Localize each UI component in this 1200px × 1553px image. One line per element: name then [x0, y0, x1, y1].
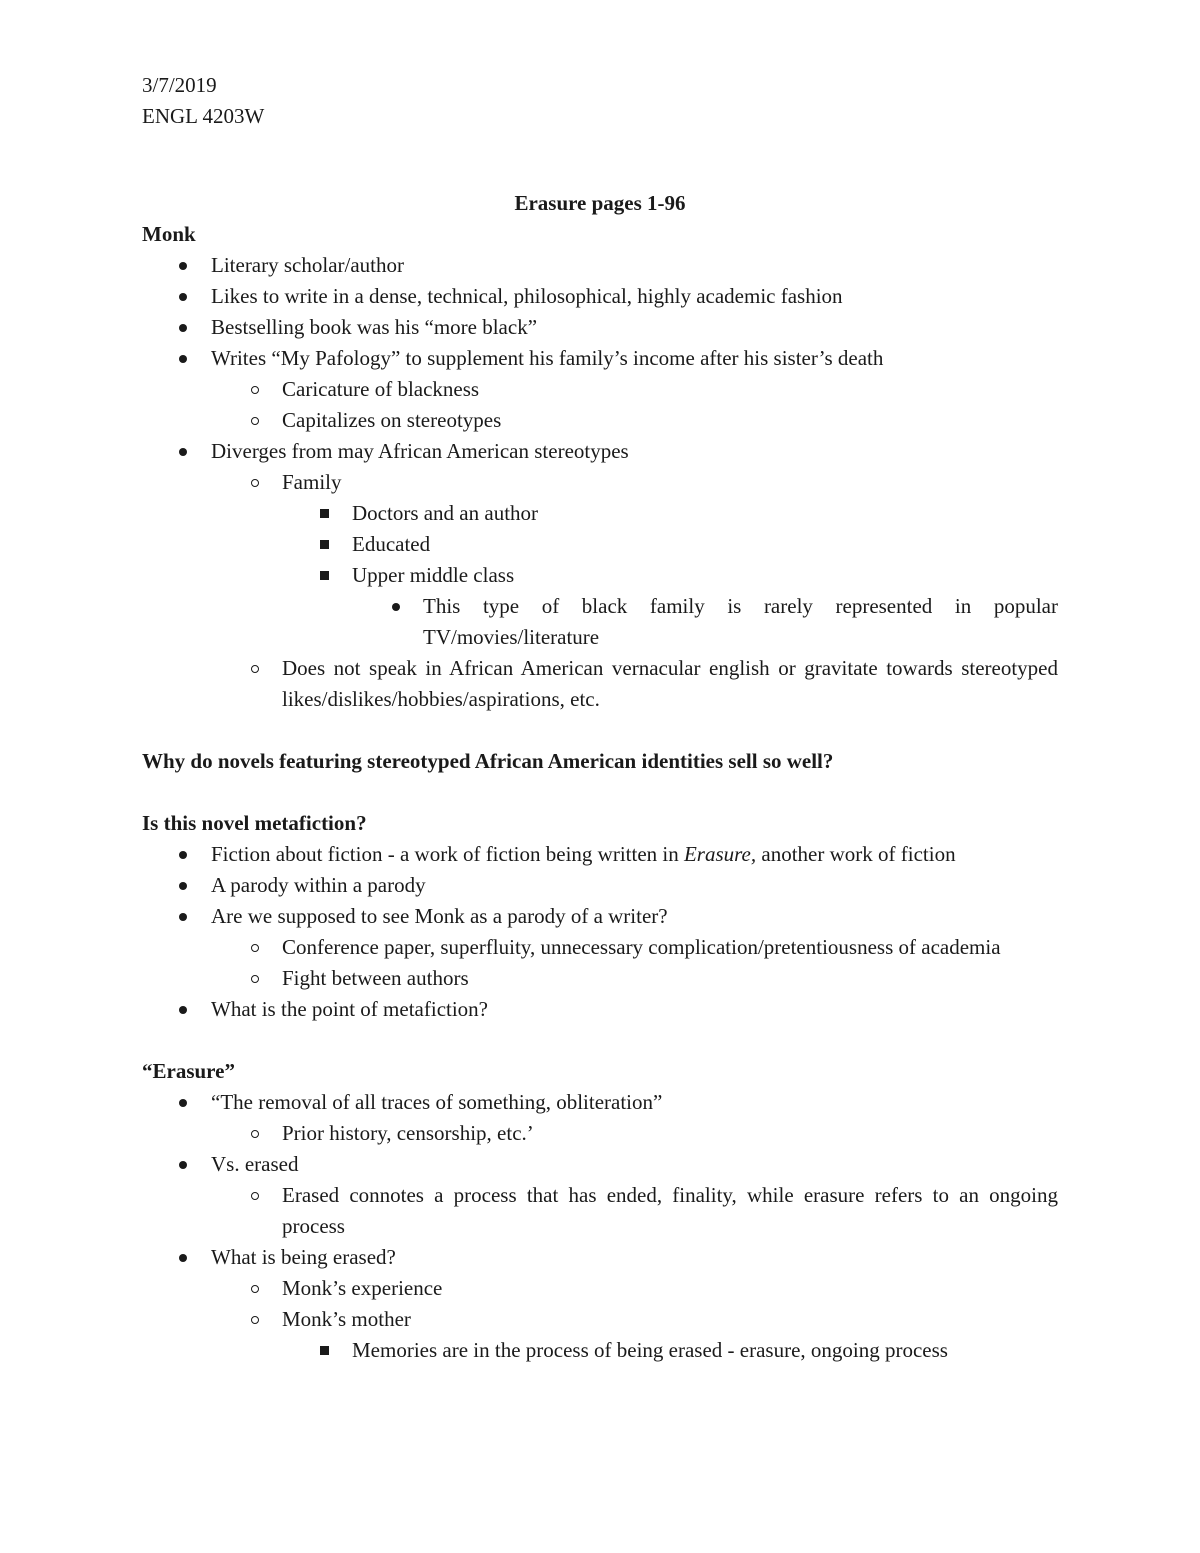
list-item: Erased connotes a process that has ended, finality, while erasure refers to an ongoing process: [142, 1180, 1058, 1242]
bullet-circle-icon: [245, 1273, 265, 1304]
bullet-dot-icon: [173, 250, 193, 281]
bullet-circle-icon: [245, 932, 265, 963]
list-item: Upper middle class: [142, 560, 1058, 591]
list-item: What is the point of metafiction?: [142, 994, 1058, 1025]
list-item: Conference paper, superfluity, unnecessary complication/pretentiousness of academia: [142, 932, 1058, 963]
bullet-dot-icon: [173, 839, 193, 870]
bullet-circle-icon: [245, 467, 265, 498]
bullet-dot-icon: [173, 870, 193, 901]
list-item: Fight between authors: [142, 963, 1058, 994]
date-line: 3/7/2019: [142, 73, 217, 97]
list-item: Prior history, censorship, etc.’: [142, 1118, 1058, 1149]
document-page: [142, 70, 1058, 1366]
bullet-square-icon: [314, 529, 334, 560]
bullet-dot-icon: [173, 1149, 193, 1180]
bullet-square-icon: [314, 1335, 334, 1366]
list-item: Capitalizes on stereotypes: [142, 405, 1058, 436]
bullet-circle-icon: [245, 405, 265, 436]
list-item: A parody within a parody: [142, 870, 1058, 901]
bullet-circle-icon: [245, 1304, 265, 1335]
list-item: Diverges from may African American stereotypes: [142, 436, 1058, 467]
bullet-dot-icon: [173, 343, 193, 374]
bullet-dot-icon: [173, 994, 193, 1025]
list-item: Family: [142, 467, 1058, 498]
bullet-circle-icon: [245, 653, 265, 684]
list-item: Doctors and an author: [142, 498, 1058, 529]
bullet-dot-icon: [173, 1242, 193, 1273]
list-item: Writes “My Pafology” to supplement his family’s income after his sister’s death: [142, 343, 1058, 374]
list-item: Monk’s mother: [142, 1304, 1058, 1335]
bullet-circle-icon: [245, 374, 265, 405]
bullet-dot-icon: [173, 281, 193, 312]
list-item: Vs. erased: [142, 1149, 1058, 1180]
bullet-dot-icon: [173, 1087, 193, 1118]
bullet-circle-icon: [245, 963, 265, 994]
bullet-circle-icon: [245, 1180, 265, 1211]
erasure-heading: “Erasure”: [142, 1059, 235, 1083]
bullet-square-icon: [314, 498, 334, 529]
spacer: [142, 1025, 1058, 1056]
list-item: Are we supposed to see Monk as a parody of a writer?: [142, 901, 1058, 932]
bullet-dot-icon: [173, 901, 193, 932]
spacer: [142, 715, 1058, 746]
list-item: Fiction about fiction - a work of fiction being written in Erasure, another work of fiction: [142, 839, 1058, 870]
list-item: Monk’s experience: [142, 1273, 1058, 1304]
list-item: Memories are in the process of being erased - erasure, ongoing process: [142, 1335, 1058, 1366]
list-item: Does not speak in African American vernacular english or gravitate towards stereotyped likes/dislikes/hobbies/aspirations, etc.: [142, 653, 1058, 715]
list-item: Caricature of blackness: [142, 374, 1058, 405]
bullet-square-icon: [314, 560, 334, 591]
question-heading: Why do novels featuring stereotyped African American identities sell so well?: [142, 749, 834, 773]
course-line: ENGL 4203W: [142, 104, 265, 128]
monk-heading: Monk: [142, 222, 196, 246]
list-item: “The removal of all traces of something, obliteration”: [142, 1087, 1058, 1118]
list-item: Educated: [142, 529, 1058, 560]
bullet-dot-icon: [386, 591, 406, 622]
list-item: This type of black family is rarely represented in popular TV/movies/literature: [142, 591, 1058, 653]
bullet-dot-icon: [173, 436, 193, 467]
list-item: Literary scholar/author: [142, 250, 1058, 281]
spacer: [142, 777, 1058, 808]
list-item: Likes to write in a dense, technical, philosophical, highly academic fashion: [142, 281, 1058, 312]
bullet-circle-icon: [245, 1118, 265, 1149]
bullet-dot-icon: [173, 312, 193, 343]
page-title: Erasure pages 1-96: [514, 191, 686, 215]
list-item: What is being erased?: [142, 1242, 1058, 1273]
list-item: Bestselling book was his “more black”: [142, 312, 1058, 343]
metafiction-heading: Is this novel metafiction?: [142, 811, 367, 835]
